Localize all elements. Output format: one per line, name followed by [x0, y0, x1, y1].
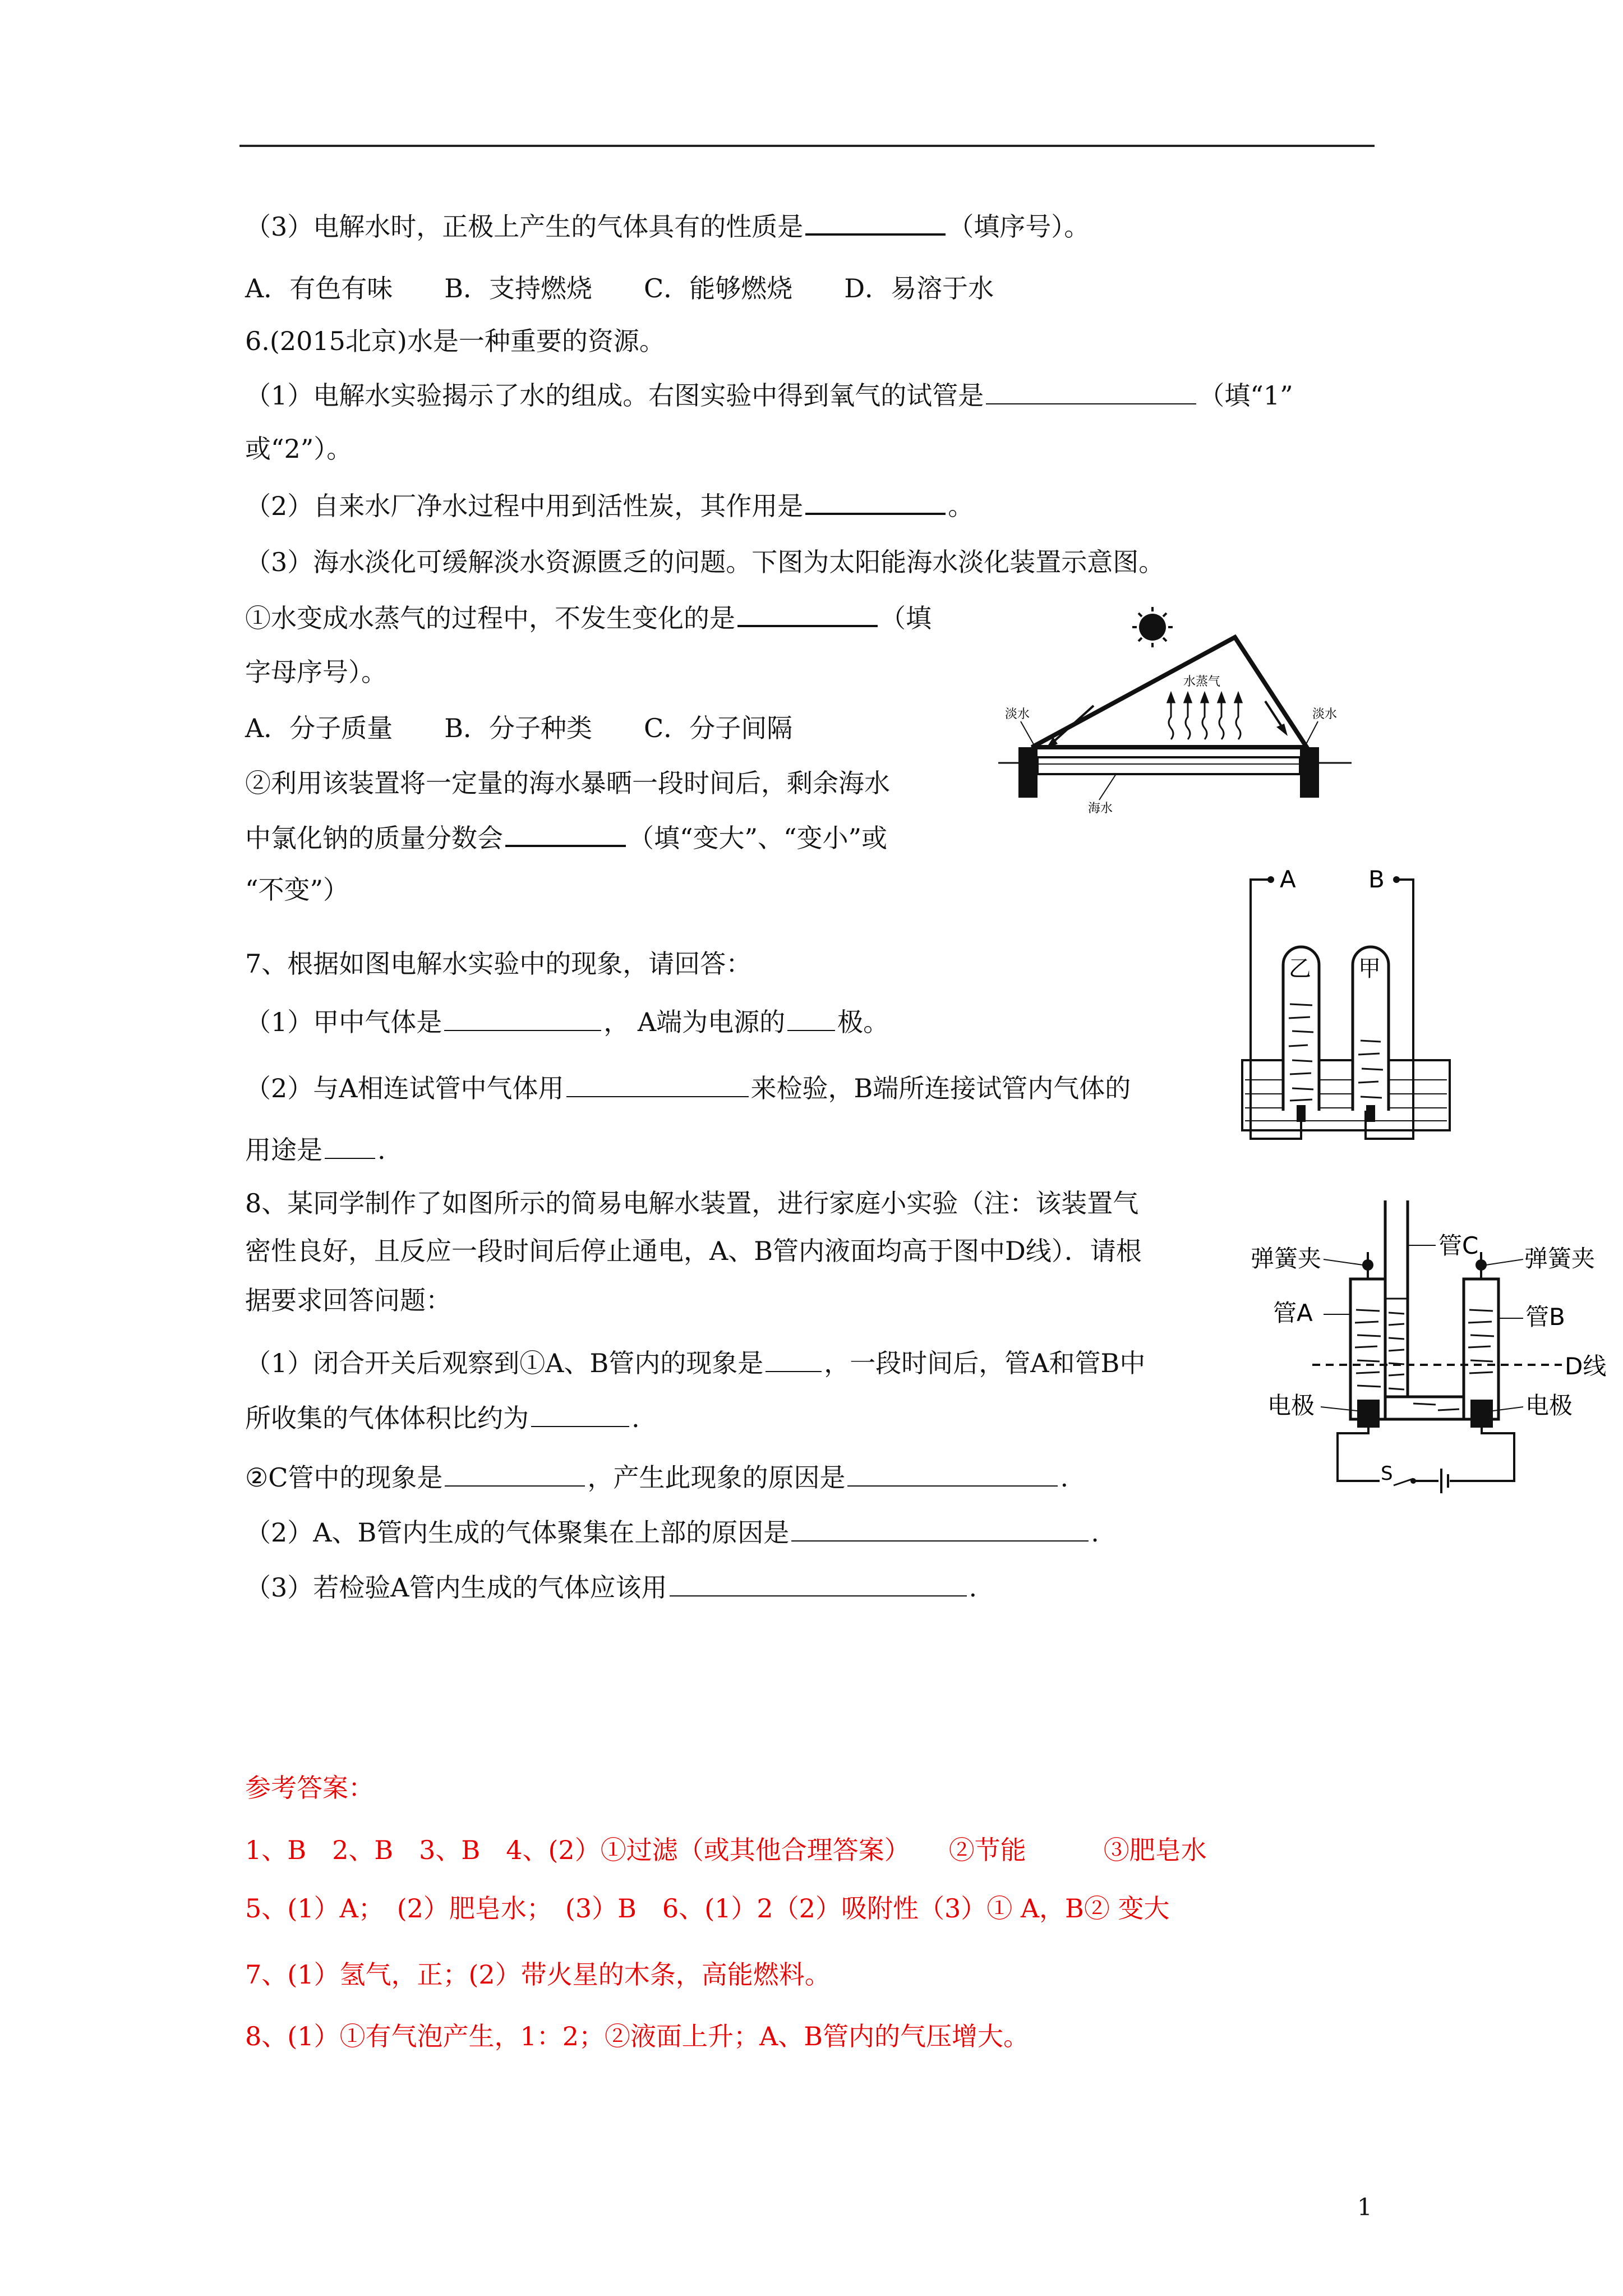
spring-clip-right-icon: [1476, 1259, 1487, 1271]
q7-part1: （1）甲中气体是 ， A端为电源的 极。: [245, 1005, 889, 1039]
answer-blank[interactable]: [325, 1133, 375, 1159]
answer-line-1: 1、B 2、B 3、B 4、(2）①过滤（或其他合理答案） ②节能 ③肥皂水: [245, 1835, 1207, 1865]
label-fresh-water-left: 淡水: [1005, 707, 1030, 721]
answer-line-2: 5、(1）A； (2）肥皂水； (3）B 6、(1）2（2）吸附性（3）① A，B② 变大: [245, 1893, 1170, 1924]
spring-clip-left-icon: [1362, 1259, 1373, 1271]
vapor-arrows-icon: [1168, 693, 1242, 739]
q6-sub2-cont: 中氯化钠的质量分数会 （填“变大”、“变小”或: [245, 820, 887, 855]
answer-blank[interactable]: [787, 1005, 835, 1031]
q7-title: 7、根据如图电解水实验中的现象，请回答：: [245, 949, 752, 979]
label-d-line: D线: [1565, 1352, 1607, 1380]
q6-title: 6.(2015北京)水是一种重要的资源。: [245, 326, 665, 356]
q8-stem-3: 据要求回答问题：: [245, 1285, 451, 1315]
sun-icon: [1132, 607, 1173, 647]
q6-part1-cont: 或“2”）。: [245, 434, 353, 464]
answer-blank[interactable]: [986, 379, 1196, 404]
q6-part3: （3）海水淡化可缓解淡水资源匮乏的问题。下图为太阳能海水淡化装置示意图。: [245, 547, 1165, 577]
tube-c: [1385, 1200, 1408, 1419]
q7-part2: （2）与A相连试管中气体用 来检验，B端所连接试管内气体的: [245, 1071, 1131, 1105]
answer-blank[interactable]: [791, 1516, 1089, 1542]
q8-part1-sub2: ②C管中的现象是 ，产生此现象的原因是 .: [245, 1461, 1068, 1494]
answer-line-4: 8、(1）①有气泡产生，1：2；②液面上升；A、B管内的气压增大。: [245, 2021, 1030, 2051]
solar-desalination-figure: [993, 606, 1357, 816]
label-terminal-b: B: [1368, 866, 1385, 893]
answer-blank[interactable]: [737, 600, 878, 627]
q8-part2: （2）A、B管内生成的气体聚集在上部的原因是 .: [245, 1516, 1099, 1549]
label-switch: S: [1381, 1462, 1393, 1485]
seawater-basin: [1038, 757, 1300, 774]
label-seawater: 海水: [1088, 802, 1113, 816]
water-trough: [1242, 1060, 1450, 1130]
answer-blank[interactable]: [566, 1071, 749, 1097]
label-clip-right: 弹簧夹: [1524, 1245, 1596, 1272]
right-support: [1300, 747, 1319, 798]
u-tube-apparatus-figure: [1251, 1200, 1610, 1515]
label-tube-b: 管B: [1525, 1303, 1565, 1331]
q8-part3: （3）若检验A管内生成的气体应该用 .: [245, 1571, 977, 1604]
answer-line-3: 7、(1）氢气，正；(2）带火星的木条，高能燃料。: [245, 1959, 831, 1990]
answer-blank[interactable]: [766, 1346, 822, 1372]
q6-part1: （1）电解水实验揭示了水的组成。右图实验中得到氧气的试管是 （填“1”: [245, 379, 1293, 412]
label-electrode-right: 电极: [1525, 1392, 1573, 1419]
label-fresh-water-right: 淡水: [1312, 707, 1338, 721]
q8-stem-1: 8、某同学制作了如图所示的简易电解水装置，进行家庭小实验（注：该装置气: [245, 1188, 1139, 1218]
q8-part1-cont: 所收集的气体体积比约为 .: [245, 1401, 640, 1435]
label-tube-yi: 乙: [1289, 956, 1311, 982]
condensate-arrow-left: [1049, 706, 1094, 746]
battery-icon: [1438, 1469, 1450, 1493]
q6-part2: （2）自来水厂净水过程中用到活性炭，其作用是 。: [245, 488, 974, 523]
answer-blank[interactable]: [670, 1571, 967, 1596]
label-terminal-a: A: [1280, 866, 1296, 893]
q5-3-options: A．有色有味 B．支持燃烧 C．能够燃烧 D．易溶于水: [245, 273, 994, 303]
q6-sub1-cont: 字母序号）。: [245, 657, 387, 687]
label-tube-jia: 甲: [1358, 956, 1381, 982]
header-rule: [239, 145, 1375, 147]
q7-part2-cont: 用途是 .: [245, 1133, 386, 1167]
tube-a: [1350, 1279, 1385, 1419]
answer-blank[interactable]: [847, 1461, 1058, 1487]
label-electrode-left: 电极: [1267, 1392, 1315, 1419]
q6-sub2-end: “不变”）: [245, 875, 349, 905]
answer-blank[interactable]: [805, 209, 946, 236]
label-tube-c: 管C: [1438, 1232, 1479, 1259]
answer-blank[interactable]: [445, 1461, 585, 1487]
answers-heading: 参考答案：: [245, 1773, 374, 1803]
q5-3-stem: （3）电解水时，正极上产生的气体具有的性质是 （填序号）。: [245, 209, 1090, 243]
q6-sub2: ②利用该装置将一定量的海水暴晒一段时间后，剩余海水: [245, 768, 890, 798]
answer-blank[interactable]: [805, 488, 946, 515]
label-clip-left: 弹簧夹: [1251, 1245, 1322, 1272]
circuit-wire: [1338, 1428, 1514, 1481]
q6-sub1: ①水变成水蒸气的过程中，不发生变化的是 （填: [245, 600, 932, 635]
electrode-right: [1470, 1400, 1493, 1428]
label-tube-a: 管A: [1273, 1299, 1313, 1327]
answer-blank[interactable]: [444, 1005, 601, 1031]
q8-part1: （1）闭合开关后观察到①A、B管内的现象是 ，一段时间后，管A和管B中: [245, 1346, 1145, 1380]
glass-cover: [1032, 637, 1307, 747]
label-vapor: 水蒸气: [1183, 675, 1221, 689]
tube-b: [1464, 1279, 1498, 1419]
q8-stem-2: 密性良好，且反应一段时间后停止通电，A、B管内液面均高于图中D线）．请根: [245, 1236, 1142, 1266]
electrolysis-tubes-figure: [1234, 858, 1469, 1150]
electrode-left: [1357, 1400, 1380, 1428]
q6-sub1-options: A．分子质量 B．分子种类 C．分子间隔: [245, 713, 793, 743]
left-support: [1018, 747, 1038, 798]
page-number: 1: [1357, 2193, 1372, 2221]
answer-blank[interactable]: [505, 820, 626, 847]
answer-blank[interactable]: [531, 1401, 629, 1427]
